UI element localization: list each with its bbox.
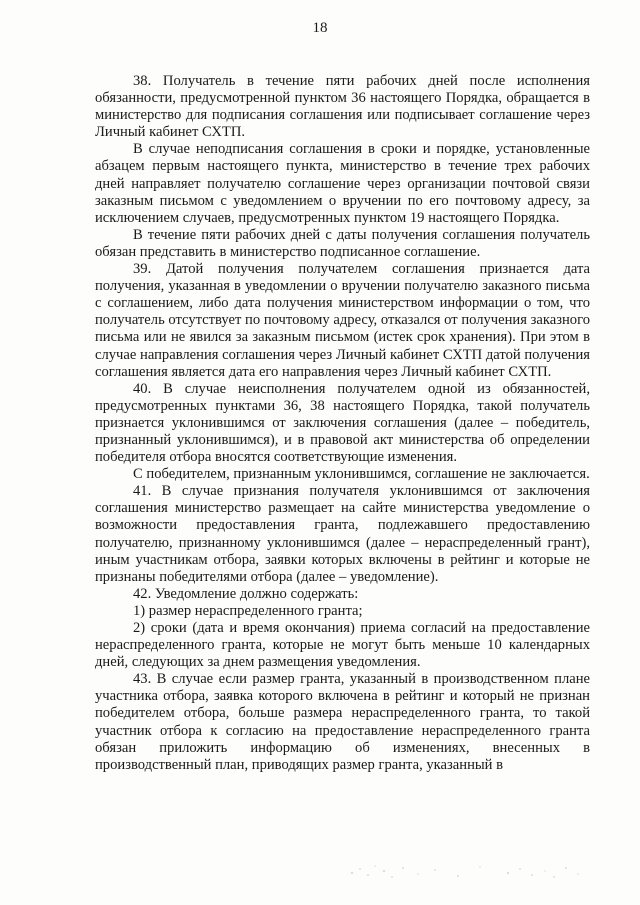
document-body [95,73,590,774]
paragraph-42-item-1: 1) размер нераспределенного гранта; [133,602,363,619]
paragraph-38-part-2: В случае неподписания соглашения в сроки и порядке, установленные абзацем первым настоящего пункта, министерство в течение трех рабочих дней направляет получателю соглашение через организации почтовой связи заказным письмом с уведомлением о вручении по его почтовому адресу, за исключением случаев, предусмотренных пунктом 19 настоящего Порядка. [95,141,590,226]
paragraph-40-part-2: С победителем, признанным уклонившимся, соглашение не заключается. [133,466,590,483]
page-number: 18 [312,20,328,36]
paragraph-42: 42. Уведомление должно содержать: [133,585,359,602]
scan-noise-marks [340,855,590,885]
paragraph-42-item-2: 2) сроки (дата и время окончания) приема согласий на предоставление нераспределенного гранта, которые не могут быть меньше 10 календарных дней, следующих за днем размещения уведомления. [95,620,590,671]
paragraph-38-part-3: В течение пяти рабочих дней с даты получения соглашения получатель обязан представить в министерство подписанное соглашение. [95,226,590,260]
paragraph-41: 41. В случае признания получателя уклонившимся от заключения соглашения министерство размещает на сайте министерства уведомление о возможности предоставления гранта, подлежавшего предоставлению получателю, признанному уклонившимся (далее – нераспределенный грант), иным участникам отбора, заявки которых включены в рейтинг и которые не признаны победителями отбора (далее – уведомление). [95,483,590,585]
paragraph-39: 39. Датой получения получателем соглашения признается дата получения, указанная в уведомлении о вручении получателю заказного письма с соглашением, либо дата получения министерством информации о том, что получатель отсутствует по почтовому адресу, отказался от получения заказного письма или не явился за заказным письмом (истек срок хранения). При этом в случае направления соглашения через Личный кабинет СХТП датой получения соглашения является дата его направления через Личный кабинет СХТП. [95,261,590,380]
paragraph-38: 38. Получатель в течение пяти рабочих дней после исполнения обязанности, предусмотренной пунктом 36 настоящего Порядка, обращается в министерство для подписания соглашения или подписывает соглашение через Личный кабинет СХТП. [95,73,590,141]
paragraph-40: 40. В случае неисполнения получателем одной из обязанностей, предусмотренных пунктами 36, 38 настоящего Порядка, такой получатель признается уклонившимся от заключения соглашения (далее – победитель, признанный уклонившимся), и в правовой акт министерства об определении победителя отбора вносятся соответствующие изменения. [95,380,590,466]
paragraph-43: 43. В случае если размер гранта, указанный в производственном плане участника отбора, заявка которого включена в рейтинг и который не признан победителем отбора, больше размера нераспределенного гранта, то такой участник отбора к согласию на предоставление нераспределенного гранта обязан приложить информацию об изменениях, внесенных в производственный план, приводящих размер гранта, указанный в [95,671,590,773]
